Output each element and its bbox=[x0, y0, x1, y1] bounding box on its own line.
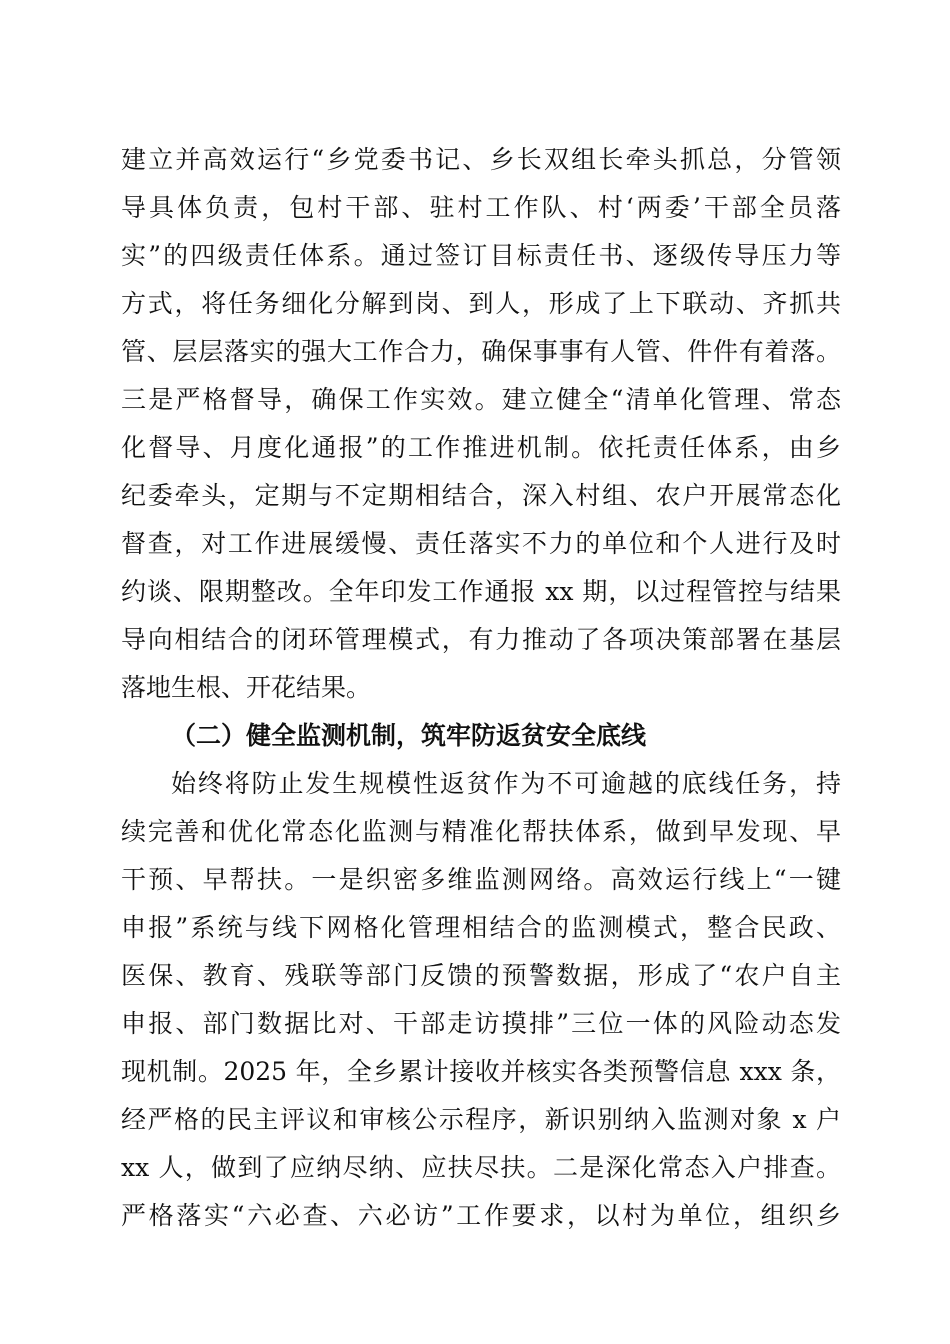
paragraph-line: 医保、教育、残联等部门反馈的预警数据，形成了“农户自主 bbox=[121, 961, 841, 990]
paragraph-line: 导具体负责，包村干部、驻村工作队、村‘两委’干部全员落 bbox=[121, 193, 841, 222]
paragraph-line: 实”的四级责任体系。通过签订目标责任书、逐级传导压力等 bbox=[121, 241, 841, 270]
paragraph-line: 三是严格督导，确保工作实效。建立健全“清单化管理、常态 bbox=[121, 385, 841, 414]
paragraph-line: 始终将防止发生规模性返贫作为不可逾越的底线任务，持 bbox=[171, 769, 841, 798]
paragraph-line: 严格落实“六必查、六必访”工作要求，以村为单位，组织乡 bbox=[121, 1201, 841, 1230]
paragraph-line: 导向相结合的闭环管理模式，有力推动了各项决策部署在基层 bbox=[121, 625, 841, 654]
paragraph-line: 管、层层落实的强大工作合力，确保事事有人管、件件有着落。 bbox=[121, 337, 841, 366]
paragraph-line: 经严格的民主评议和审核公示程序，新识别纳入监测对象 x 户 bbox=[121, 1105, 841, 1134]
paragraph-line: 纪委牵头，定期与不定期相结合，深入村组、农户开展常态化 bbox=[121, 481, 841, 510]
paragraph-line: 申报、部门数据比对、干部走访摸排”三位一体的风险动态发 bbox=[121, 1009, 841, 1038]
paragraph-line: xx 人，做到了应纳尽纳、应扶尽扶。二是深化常态入户排查。 bbox=[121, 1153, 841, 1182]
paragraph-line: 续完善和优化常态化监测与精准化帮扶体系，做到早发现、早 bbox=[121, 817, 841, 846]
paragraph-line: 现机制。2025 年，全乡累计接收并核实各类预警信息 xxx 条， bbox=[121, 1057, 841, 1086]
paragraph-line: 化督导、月度化通报”的工作推进机制。依托责任体系，由乡 bbox=[121, 433, 841, 462]
paragraph-line: 干预、早帮扶。一是织密多维监测网络。高效运行线上“一键 bbox=[121, 865, 841, 894]
paragraph-line: 申报”系统与线下网格化管理相结合的监测模式，整合民政、 bbox=[121, 913, 841, 942]
paragraph-line: 落地生根、开花结果。 bbox=[121, 673, 372, 702]
paragraph-line: 督查，对工作进展缓慢、责任落实不力的单位和个人进行及时 bbox=[121, 529, 841, 558]
paragraph-line: 建立并高效运行“乡党委书记、乡长双组长牵头抓总，分管领 bbox=[121, 145, 841, 174]
paragraph-line: 约谈、限期整改。全年印发工作通报 xx 期，以过程管控与结果 bbox=[121, 577, 841, 606]
section-heading: （二）健全监测机制，筑牢防返贫安全底线 bbox=[171, 721, 647, 750]
paragraph-line: 方式，将任务细化分解到岗、到人，形成了上下联动、齐抓共 bbox=[121, 289, 841, 318]
